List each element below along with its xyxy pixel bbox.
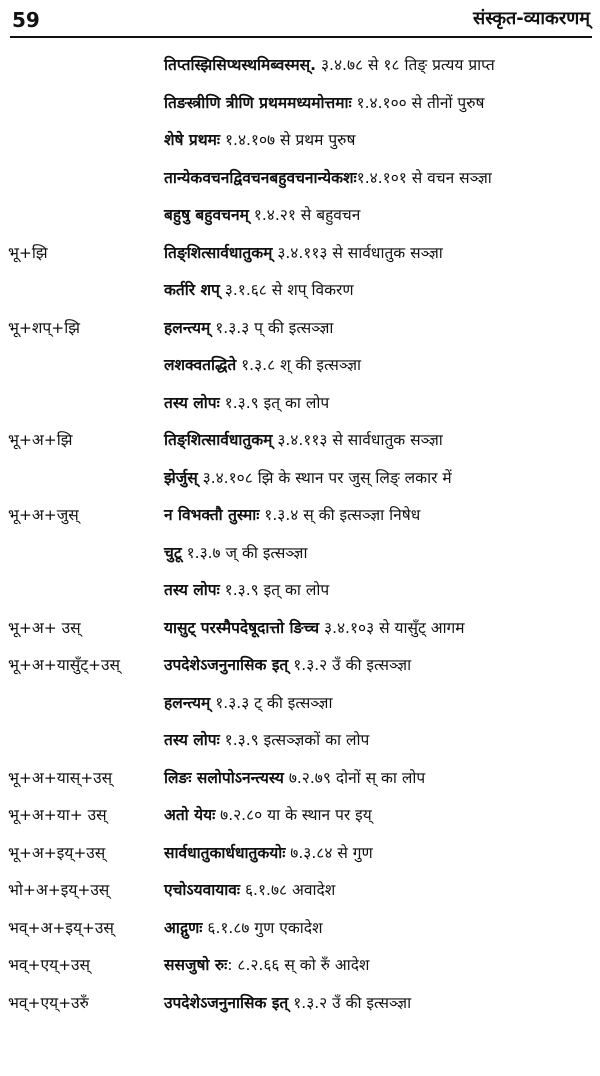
rule-note: १.३.२ उँ की इत्सञ्ज्ञा [288,656,412,674]
derivation-row [0,390,600,428]
sutra-text: तिङ्शित्सार्वधातुकम् [164,243,273,262]
rule-explanation [152,502,600,528]
rule-note: ३.४.११३ से सार्वधातुक सञ्ज्ञा [272,243,443,262]
sutra-text: हलन्त्यम् [164,693,211,712]
rule-note: १.३.३ ट् की इत्सञ्ज्ञा [210,693,333,712]
rule-explanation [152,465,600,491]
derivation-row [0,427,600,465]
sutra-text: तिप्तस्झिसिप्थस्थमिब्वस्मस्. [164,56,317,74]
rule-note: : ८.२.६६ स् को रुँ आदेश [227,956,370,974]
derived-form: भो+अ+इय्+उस् [8,881,110,899]
rule-note: ३.१.६८ से शप् विकरण [219,281,354,299]
derivation-row [0,540,600,578]
sutra-text: आद्गुणः [164,918,203,937]
rule-note: १.३.९ इत्सञ्ज्ञकों का लोप [219,731,370,749]
sutra-text: न विभक्तौ तुस्माः [164,506,260,524]
derived-form: भव्+एय्+उस् [8,956,91,974]
rule-explanation [152,90,600,116]
rule-explanation [152,840,600,866]
sutra-text: हलन्त्यम् [164,318,211,337]
sutra-text: तिङ्शित्सार्वधातुकम् [164,431,273,449]
derived-form: भू+अ+यास्+उस् [8,768,113,787]
rule-note: ७.३.८४ से गुण [285,843,373,862]
sutra-text: शेषे प्रथमः [164,131,221,149]
derived-form: भव्+एय्+उरुँ [8,993,89,1012]
derivation-row [0,990,600,1028]
sutra-text: लशक्वतद्धिते [164,356,237,374]
sutra-text: सार्वधातुकार्धधातुकयोः [164,843,286,862]
derivation-row [0,52,600,90]
derivation-row [0,577,600,615]
derivation-row [0,802,600,840]
derived-form: भू+अ+जुस् [8,506,79,524]
derived-form: भू+अ+झि [8,431,73,449]
sutra-text: कर्तरि शप् [164,281,220,299]
sutra-text: तान्येकवचनद्विवचनबहुवचनान्येकशः [164,168,357,187]
rule-note: १.४.१०० से तीनों पुरुष [351,93,485,112]
derived-form: भू+झि [8,243,48,262]
rule-explanation [152,127,600,153]
rule-note: १.३.८ श् की इत्सञ्ज्ञा [236,356,362,374]
derivation-row [0,652,600,690]
rule-explanation [152,202,600,228]
sutra-text: उपदेशेऽजनुनासिक इत् [164,656,289,674]
rule-note: १.३.९ इत् का लोप [219,581,330,599]
derived-form: भू+अ+या+ उस् [8,806,107,824]
rule-note: ३.४.७८ से १८ तिङ् प्रत्यय प्राप्त [316,56,495,74]
sutra-text: तस्य लोपः [164,581,220,599]
derivation-row [0,615,600,653]
rule-explanation [152,915,600,941]
sutra-text: लिङः सलोपोऽनन्त्यस्य [164,768,284,787]
rule-note: ३.४.१०३ से यासुँट् आगम [319,618,465,637]
rule-note: ३.४.१०८ झि के स्थान पर जुस् लिङ् लकार में [197,468,452,487]
rule-explanation [152,540,600,566]
sutra-text: तिङस्त्रीणि त्रीणि प्रथममध्यमोत्तमाः [164,93,352,112]
derived-form: भू+अ+यासुँट्+उस् [8,656,120,674]
rule-note: ७.२.७९ दोनों स् का लोप [283,768,426,787]
derivation-row [0,502,600,540]
rule-note: ६.१.७८ अवादेश [240,881,336,899]
derivation-row [0,202,600,240]
derived-form: भू+अ+ उस् [8,618,81,637]
rule-explanation [152,802,600,828]
rule-explanation [152,615,600,641]
derivation-table [0,52,600,1027]
derivation-row [0,352,600,390]
derivation-row [0,915,600,953]
rule-explanation [152,52,600,78]
rule-note: १.३.४ स् की इत्सञ्ज्ञा निषेध [259,506,421,524]
derived-form: भू+अ+इय्+उस् [8,843,106,862]
derivation-row [0,90,600,128]
page-header [0,0,600,44]
derivation-row [0,127,600,165]
rule-explanation [152,240,600,266]
sutra-text: झेर्जुस् [164,468,198,487]
derived-form: भू+शप्+झि [8,318,80,337]
sutra-text: बहुषु बहुवचनम् [164,206,249,224]
rule-explanation [152,390,600,416]
rule-explanation [152,165,600,191]
derivation-row [0,240,600,278]
sutra-text: ससजुषो रुः [164,956,228,974]
rule-note: १.४.१०१ से वचन सञ्ज्ञा [356,168,492,187]
sutra-text: यासुट् परस्मैपदेषूदात्तो ङिच्च [164,618,320,637]
sutra-text: तस्य लोपः [164,731,220,749]
rule-explanation [152,315,600,341]
derivation-row [0,690,600,728]
sutra-text: अतो येयः [164,806,216,824]
rule-explanation [152,952,600,978]
derivation-row [0,465,600,503]
derivation-row [0,315,600,353]
rule-note: १.३.७ ज् की इत्सञ्ज्ञा [181,543,308,562]
sutra-text: उपदेशेऽजनुनासिक इत् [164,993,289,1012]
derivation-row [0,877,600,915]
rule-explanation [152,765,600,791]
header-rule [10,36,592,38]
rule-explanation [152,577,600,603]
derivation-row [0,165,600,203]
rule-explanation [152,427,600,453]
rule-explanation [152,690,600,716]
derivation-row [0,727,600,765]
derivation-row [0,277,600,315]
sutra-text: चुटू [164,543,182,562]
rule-explanation [152,727,600,753]
rule-note: १.३.३ प् की इत्सञ्ज्ञा [210,318,334,337]
rule-note: १.३.२ उँ की इत्सञ्ज्ञा [288,993,412,1012]
rule-note: १.४.१०७ से प्रथम पुरुष [220,131,356,149]
running-title: संस्कृत-व्याकरणम् [473,8,590,29]
rule-note: ६.१.८७ गुण एकादेश [202,918,323,937]
derivation-row [0,952,600,990]
rule-explanation [152,990,600,1016]
sutra-text: एचोऽयवायावः [164,881,241,899]
derived-form: भव्+अ+इय्+उस् [8,918,114,937]
derivation-row [0,840,600,878]
rule-note: १.४.२१ से बहुवचन [248,206,361,224]
rule-note: ७.२.८० या के स्थान पर इय् [215,806,372,824]
rule-explanation [152,277,600,303]
rule-note: १.३.९ इत् का लोप [219,393,330,412]
rule-explanation [152,652,600,678]
sutra-text: तस्य लोपः [164,393,220,412]
derivation-row [0,765,600,803]
rule-explanation [152,352,600,378]
rule-explanation [152,877,600,903]
page-number: 59 [12,8,40,32]
rule-note: ३.४.११३ से सार्वधातुक सञ्ज्ञा [272,431,443,449]
